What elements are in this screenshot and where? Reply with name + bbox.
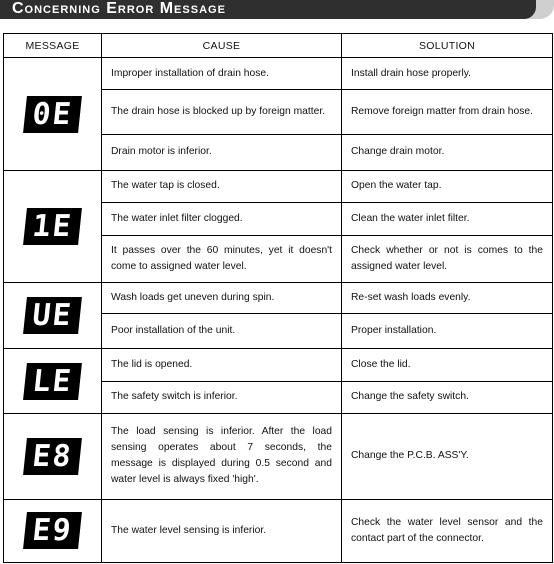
solution-cell: Check whether or not is comes to the assigned water level.: [342, 235, 553, 282]
cause-cell: The drain hose is blocked up by foreign matter.: [102, 90, 342, 135]
cause-cell: Improper installation of drain hose.: [102, 58, 342, 90]
error-code-e8: E8: [23, 438, 82, 475]
error-code-cell: [4, 170, 102, 282]
solution-cell: Proper installation.: [342, 314, 553, 349]
solution-cell: Remove foreign matter from drain hose.: [342, 90, 553, 135]
cause-cell: The safety switch is inferior.: [102, 381, 342, 414]
table-row: [4, 170, 553, 203]
solution-cell: Change the P.C.B. ASS'Y.: [342, 414, 553, 500]
solution-cell: Open the water tap.: [342, 170, 553, 203]
cause-cell: The water tap is closed.: [102, 170, 342, 203]
table-row: [4, 499, 553, 562]
cause-cell: Wash loads get uneven during spin.: [102, 282, 342, 314]
cause-cell: The water level sensing is inferior.: [102, 499, 342, 562]
error-code-0e: 0E: [23, 96, 82, 133]
cause-cell: Poor installation of the unit.: [102, 314, 342, 349]
table-row: [4, 348, 553, 381]
error-code-cell: [4, 499, 102, 562]
column-header-solution: SOLUTION: [342, 34, 553, 58]
column-header-cause: CAUSE: [102, 34, 342, 58]
solution-cell: Clean the water inlet filter.: [342, 203, 553, 236]
cause-cell: The water inlet filter clogged.: [102, 203, 342, 236]
column-header-message: MESSAGE: [4, 34, 102, 58]
table-row: [4, 58, 553, 90]
error-code-cell: [4, 348, 102, 413]
table-header-row: [4, 34, 553, 58]
table-row: [4, 414, 553, 500]
error-message-table: [3, 33, 553, 563]
cause-cell: It passes over the 60 minutes, yet it doesn't come to assigned water level.: [102, 235, 342, 282]
error-code-cell: [4, 414, 102, 500]
section-banner: [0, 0, 554, 20]
section-title: Concerning Error Message: [12, 0, 226, 17]
solution-cell: Change drain motor.: [342, 134, 553, 170]
solution-cell: Check the water level sensor and the contact part of the connector.: [342, 499, 553, 562]
table-row: [4, 282, 553, 314]
error-code-cell: [4, 58, 102, 170]
error-code-e9: E9: [23, 512, 82, 549]
error-code-cell: [4, 282, 102, 348]
solution-cell: Change the safety switch.: [342, 381, 553, 414]
solution-cell: Install drain hose properly.: [342, 58, 553, 90]
cause-cell: Drain motor is inferior.: [102, 134, 342, 170]
solution-cell: Re-set wash loads evenly.: [342, 282, 553, 314]
error-code-ue: UE: [23, 297, 82, 334]
cause-cell: The lid is opened.: [102, 348, 342, 381]
error-code-1e: 1E: [23, 208, 82, 245]
cause-cell: The load sensing is inferior. After the load sensing operates about 7 seconds, the message is displayed during 0.5 second and water level is always fixed 'high'.: [102, 414, 342, 500]
solution-cell: Close the lid.: [342, 348, 553, 381]
error-code-le: LE: [23, 363, 82, 400]
